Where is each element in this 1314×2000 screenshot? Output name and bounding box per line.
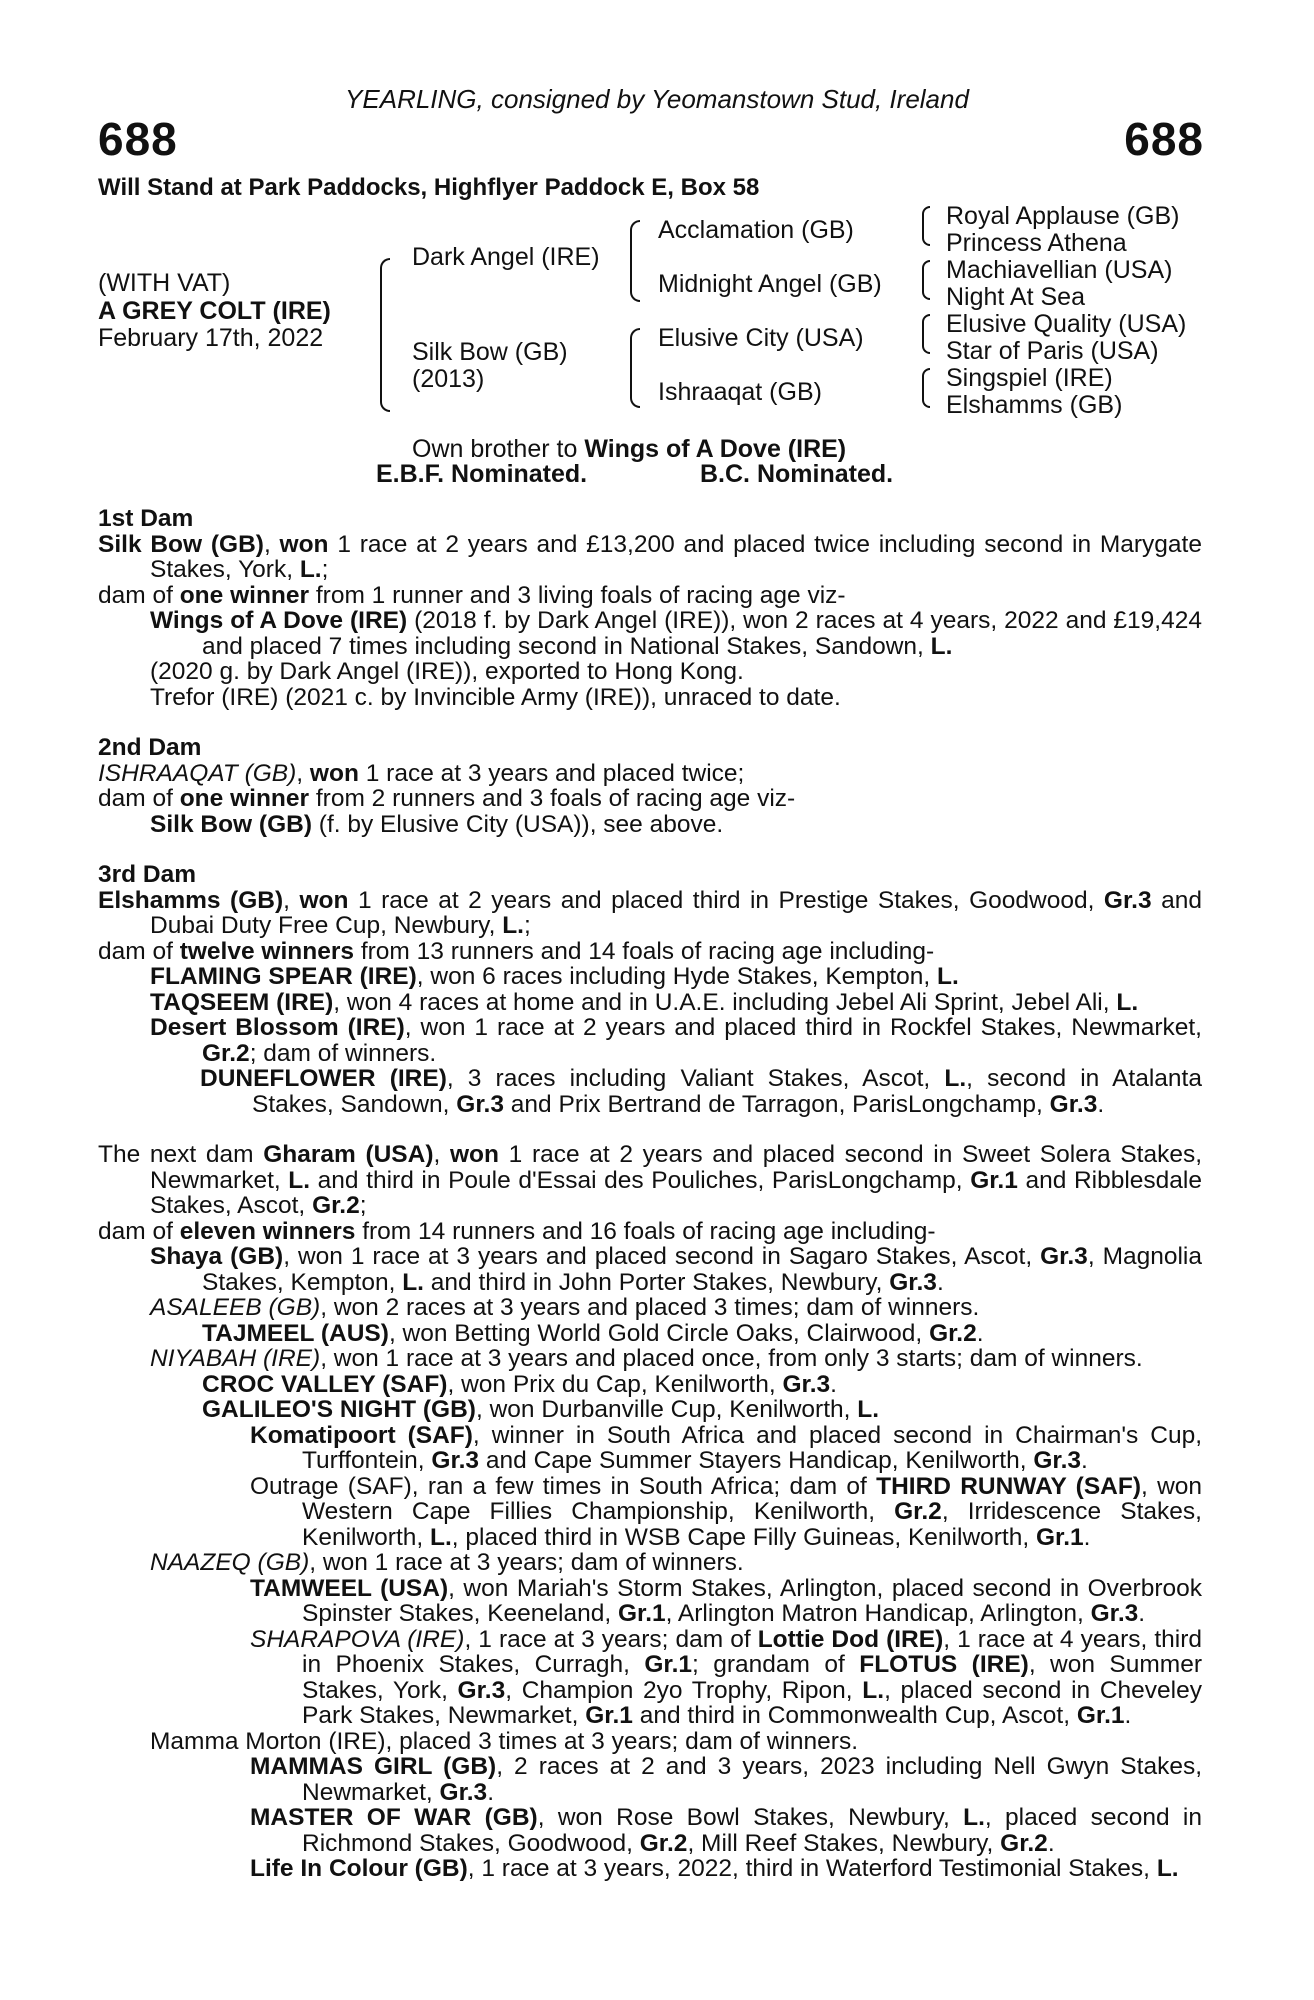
gen3-brace-4 (922, 368, 930, 408)
gen1-brace (380, 258, 390, 412)
first-dam-heading: 1st Dam (98, 505, 194, 532)
ped-princess-athena: Princess Athena (946, 229, 1127, 257)
produce-croc-valley: CROC VALLEY (SAF), won Prix du Cap, Kenilworth, Gr.3. (202, 1370, 837, 1398)
first-dam-produce-summary: dam of one winner from 1 runner and 3 living foals of racing age viz- (98, 581, 846, 609)
ped-machiavellian: Machiavellian (USA) (946, 256, 1173, 284)
produce-desert-blossom: Desert Blossom (IRE), won 1 race at 2 years and placed third in Rockfel Stakes, Newmarket, Gr.2; dam of winners. (150, 1014, 1202, 1067)
ped-ishraaqat: Ishraaqat (GB) (658, 378, 822, 406)
ped-acclamation: Acclamation (GB) (658, 216, 854, 244)
dam-year: (2013) (412, 365, 485, 393)
catalogue-body (98, 506, 1202, 1882)
third-dam-produce-summary: dam of twelve winners from 13 runners and 14 foals of racing age including- (98, 937, 935, 965)
lot-number-right: 688 (1124, 113, 1204, 165)
ped-night-at-sea: Night At Sea (946, 283, 1085, 311)
produce-mamma-morton: Mamma Morton (IRE), placed 3 times at 3 years; dam of winners. (150, 1727, 859, 1755)
produce-taqseem: TAQSEEM (IRE), won 4 races at home and in U.A.E. including Jebel Ali Sprint, Jebel Ali, L. (150, 988, 1139, 1016)
ped-midnight-angel: Midnight Angel (GB) (658, 270, 882, 298)
produce-outrage: Outrage (SAF), ran a few times in South Africa; dam of THIRD RUNWAY (SAF), won Western Cape Fillies Championship, Kenilworth, Gr.2, Irridescence Stakes, Kenilworth, L., placed third in WSB Cape Filly Guineas, Kenilworth, Gr.1. (250, 1472, 1203, 1551)
produce-galileos-night: GALILEO'S NIGHT (GB), won Durbanville Cup, Kenilworth, L. (202, 1396, 880, 1423)
lot-number-left: 688 (98, 113, 178, 165)
produce-trefor: Trefor (IRE) (2021 c. by Invincible Army (IRE)), unraced to date. (150, 683, 841, 711)
produce-flaming-spear: FLAMING SPEAR (IRE), won 6 races including Hyde Stakes, Kempton, L. (150, 963, 959, 990)
third-dam-record: Elshamms (GB), won 1 race at 2 years and placed third in Prestige Stakes, Goodwood, Gr.3 and Dubai Duty Free Cup, Newbury, L.; (98, 886, 1202, 939)
produce-komatipoort: Komatipoort (SAF), winner in South Africa and placed second in Chairman's Cup, Turffontein, Gr.3 and Cape Summer Stayers Handicap, Kenilworth, Gr.3. (250, 1421, 1203, 1474)
produce-2020-gelding: (2020 g. by Dark Angel (IRE)), exported to Hong Kong. (150, 658, 744, 685)
horse-dob: February 17th, 2022 (98, 324, 324, 352)
produce-asaleeb: ASALEEB (GB), won 2 races at 3 years and placed 3 times; dam of winners. (150, 1294, 980, 1321)
produce-tajmeel: TAJMEEL (AUS), won Betting World Gold Circle Oaks, Clairwood, Gr.2. (202, 1319, 984, 1347)
own-brother-line: Own brother to Wings of A Dove (IRE) (412, 435, 847, 463)
produce-life-in-colour: Life In Colour (GB), 1 race at 3 years, 2022, third in Waterford Testimonial Stakes, L. (250, 1855, 1179, 1882)
third-dam-heading: 3rd Dam (98, 861, 197, 888)
produce-silk-bow: Silk Bow (GB) (f. by Elusive City (USA)), see above. (150, 810, 724, 838)
ped-singspiel: Singspiel (IRE) (946, 364, 1113, 392)
produce-wings-of-a-dove: Wings of A Dove (IRE) (2018 f. by Dark Angel (IRE)), won 2 races at 4 years, 2022 and £19,424 and placed 7 times including second in National Stakes, Sandown, L. (150, 607, 1202, 660)
produce-shaya: Shaya (GB), won 1 race at 3 years and placed second in Sagaro Stakes, Ascot, Gr.3, Magnolia Stakes, Kempton, L. and third in John Porter Stakes, Newbury, Gr.3. (150, 1243, 1202, 1296)
produce-duneflower: DUNEFLOWER (IRE), 3 races including Valiant Stakes, Ascot, L., second in Atalanta Stakes, Sandown, Gr.3 and Prix Bertrand de Tarragon, ParisLongchamp, Gr.3. (200, 1065, 1202, 1118)
next-dam-produce-summary: dam of eleven winners from 14 runners and 16 foals of racing age including- (98, 1217, 936, 1245)
vat-note: (WITH VAT) (98, 269, 231, 297)
bc-nomination: B.C. Nominated. (700, 460, 894, 488)
ped-elusive-quality: Elusive Quality (USA) (946, 310, 1187, 338)
sire-name: Dark Angel (IRE) (412, 243, 600, 271)
gen3-brace-3 (922, 314, 930, 354)
ped-star-of-paris: Star of Paris (USA) (946, 337, 1159, 365)
ebf-nomination: E.B.F. Nominated. (376, 460, 588, 488)
second-dam-heading: 2nd Dam (98, 734, 202, 761)
produce-tamweel: TAMWEEL (USA), won Mariah's Storm Stakes, Arlington, placed second in Overbrook Spinster Stakes, Keeneland, Gr.1, Arlington Matron Handicap, Arlington, Gr.3. (250, 1574, 1202, 1627)
produce-mammas-girl: MAMMAS GIRL (GB), 2 races at 2 and 3 years, 2023 including Nell Gwyn Stakes, Newmarket, Gr.3. (250, 1753, 1202, 1806)
gen3-brace-2 (922, 260, 930, 300)
ped-elshamms: Elshamms (GB) (946, 391, 1123, 419)
stand-location: Will Stand at Park Paddocks, Highflyer Paddock E, Box 58 (98, 174, 760, 201)
produce-niyabah: NIYABAH (IRE), won 1 race at 3 years and placed once, from only 3 starts; dam of winners. (150, 1345, 1143, 1372)
ped-elusive-city: Elusive City (USA) (658, 324, 864, 352)
gen3-brace-1 (922, 206, 930, 246)
second-dam-produce-summary: dam of one winner from 2 runners and 3 foals of racing age viz- (98, 785, 796, 812)
gen2-brace-dam (630, 328, 640, 408)
produce-naazeq: NAAZEQ (GB), won 1 race at 3 years; dam of winners. (150, 1549, 744, 1576)
second-dam-record: ISHRAAQAT (GB), won 1 race at 3 years and placed twice; (98, 759, 745, 787)
produce-sharapova: SHARAPOVA (IRE), 1 race at 3 years; dam of Lottie Dod (IRE), 1 race at 4 years, third in Phoenix Stakes, Curragh, Gr.1; grandam of FLOTUS (IRE), won Summer Stakes, York, Gr.3, Champion 2yo Trophy, Ripon, L., placed second in Cheveley Park Stakes, Newmarket, Gr.1 and third in Commonwealth Cup, Ascot, Gr.1. (250, 1625, 1203, 1729)
ped-royal-applause: Royal Applause (GB) (946, 202, 1180, 230)
gen2-brace-sire (630, 220, 640, 302)
horse-name: A GREY COLT (IRE) (98, 297, 331, 325)
consignor-title: YEARLING, consigned by Yeomanstown Stud, Ireland (345, 84, 969, 114)
next-dam-record: The next dam Gharam (USA), won 1 race at 2 years and placed second in Sweet Solera Stakes, Newmarket, L. and third in Poule d'Essai des Pouliches, ParisLongchamp, Gr.1 and Ribblesdale Stakes, Ascot, Gr.2; (98, 1141, 1202, 1219)
first-dam-record: Silk Bow (GB), won 1 race at 2 years and £13,200 and placed twice including second in Marygate Stakes, York, L.; (98, 530, 1202, 583)
produce-master-of-war: MASTER OF WAR (GB), won Rose Bowl Stakes, Newbury, L., placed second in Richmond Stakes, Goodwood, Gr.2, Mill Reef Stakes, Newbury, Gr.2. (250, 1804, 1202, 1857)
dam-name: Silk Bow (GB) (412, 338, 568, 366)
